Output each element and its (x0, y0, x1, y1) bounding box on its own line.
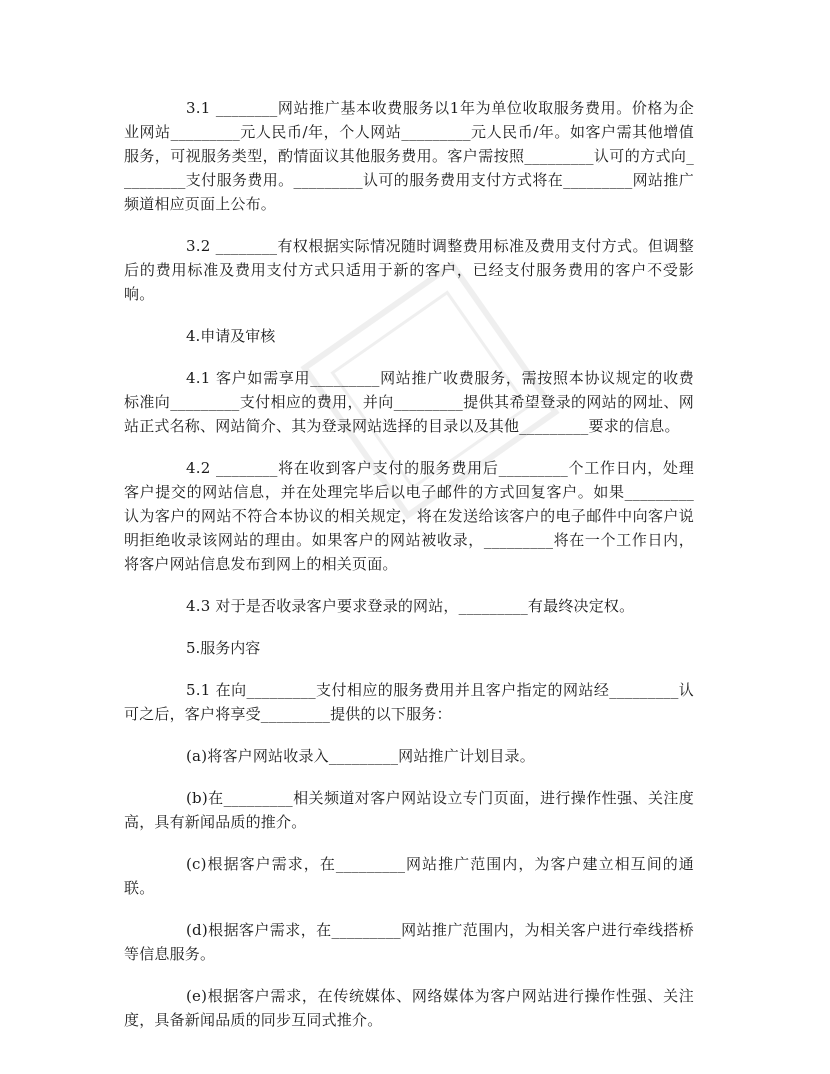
service-item-a: (a)将客户网站收录入_________网站推广计划目录。 (186, 747, 535, 765)
service-item-d: (d)根据客户需求，在_________网站推广范围内，为相关客户进行牵线搭桥等信息服务。 (124, 921, 694, 963)
clause-3-1: 3.1 ________网站推广基本收费服务以1年为单位收取服务费用。价格为企业网站_________元人民币/年，个人网站_________元人民币/年。如客户需其他增值服务，可视服务类型，酌情面议其他服务费用。客户需按照_________认可的方式向_________支付服务费用。_________认可的服务费用支付方式将在_________网站推广频道相应页面上公布。 (124, 99, 694, 213)
document-body (124, 96, 694, 1050)
clause-5-1: 5.1 在向_________支付相应的服务费用并且客户指定的网站经_________认可之后，客户将享受_________提供的以下服务： (124, 681, 694, 723)
service-item-c: (c)根据客户需求，在_________网站推广范围内，为客户建立相互间的通联。 (124, 855, 694, 897)
service-item-e: (e)根据客户需求，在传统媒体、网络媒体为客户网站进行操作性强、关注度，具备新闻品质的同步互同式推介。 (124, 987, 694, 1029)
clause-4-1: 4.1 客户如需享用_________网站推广收费服务，需按照本协议规定的收费标准向_________支付相应的费用，并向_________提供其希望登录的网站的网址、网站正式名称、网站简介、其为登录网站选择的目录以及其他_________要求的信息。 (124, 369, 694, 435)
clause-4-2: 4.2 ________将在收到客户支付的服务费用后_________个工作日内，处理客户提交的网站信息，并在处理完毕后以电子邮件的方式回复客户。如果_________认为客户的网站不符合本协议的相关规定，将在发送给该客户的电子邮件中向客户说明拒绝收录该网站的理由。如果客户的网站被收录，_________将在一个工作日内，将客户网站信息发布到网上的相关页面。 (124, 459, 694, 573)
section-heading-4: 4.申请及审核 (186, 327, 276, 345)
service-item-b: (b)在_________相关频道对客户网站设立专门页面，进行操作性强、关注度高，具有新闻品质的推介。 (124, 789, 694, 831)
clause-4-3: 4.3 对于是否收录客户要求登录的网站，_________有最终决定权。 (186, 597, 635, 615)
section-heading-5: 5.服务内容 (186, 639, 261, 657)
clause-3-2: 3.2 ________有权根据实际情况随时调整费用标准及费用支付方式。但调整后的费用标准及费用支付方式只适用于新的客户，已经支付服务费用的客户不受影响。 (124, 237, 694, 303)
